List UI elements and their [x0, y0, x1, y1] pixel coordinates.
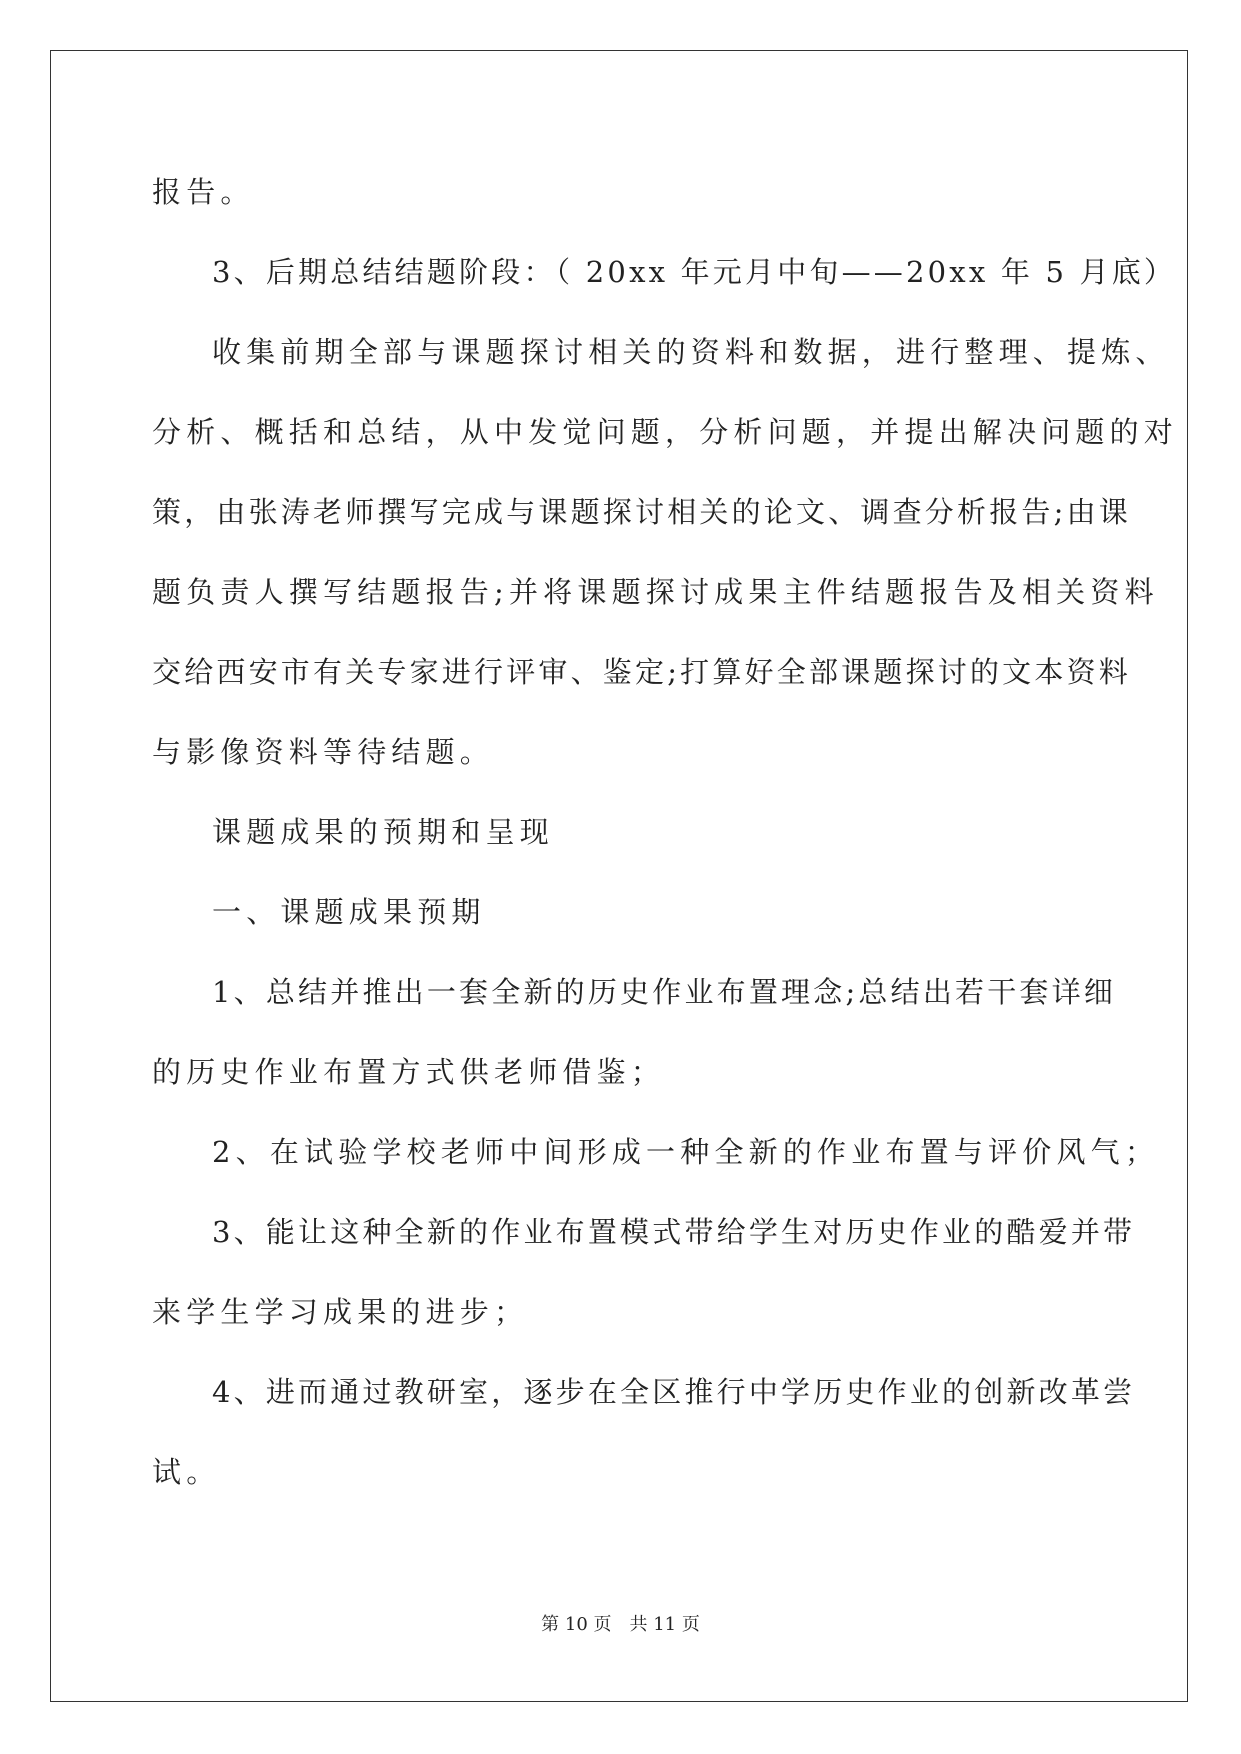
- current-page-number: 第 10 页: [541, 1614, 612, 1635]
- total-page-count: 共 11 页: [629, 1614, 700, 1635]
- paragraph-line: 报告。: [152, 175, 255, 209]
- paragraph-line: 收集前期全部与课题探讨相关的资料和数据，进行整理、提炼、: [212, 335, 1170, 369]
- page-footer: [0, 1613, 1241, 1637]
- paragraph-line: 的历史作业布置方式供老师借鉴；: [152, 1055, 666, 1089]
- paragraph-line: 3、能让这种全新的作业布置模式带给学生对历史作业的酷爱并带: [212, 1215, 1136, 1249]
- paragraph-line: 分析、概括和总结，从中发觉问题，分析问题，并提出解决问题的对: [152, 415, 1179, 449]
- paragraph-line: 2、在试验学校老师中间形成一种全新的作业布置与评价风气；: [212, 1135, 1160, 1169]
- paragraph-line: 3、后期总结结题阶段：（ 20xx 年元月中旬——20xx 年 5 月底）: [212, 255, 1177, 289]
- section-heading: 课题成果的预期和呈现: [212, 815, 555, 849]
- paragraph-line: 试。: [152, 1455, 221, 1489]
- paragraph-line: 与影像资料等待结题。: [152, 735, 495, 769]
- paragraph-line: 题负责人撰写结题报告;并将课题探讨成果主件结题报告及相关资料: [152, 575, 1159, 609]
- paragraph-line: 1、总结并推出一套全新的历史作业布置理念;总结出若干套详细: [212, 975, 1117, 1009]
- paragraph-line: 交给西安市有关专家进行评审、鉴定;打算好全部课题探讨的文本资料: [152, 655, 1131, 689]
- paragraph-line: 策，由张涛老师撰写完成与课题探讨相关的论文、调查分析报告;由课: [152, 495, 1131, 529]
- document-body: [152, 152, 1179, 1512]
- paragraph-line: 4、进而通过教研室，逐步在全区推行中学历史作业的创新改革尝: [212, 1375, 1136, 1409]
- section-subheading: 一、课题成果预期: [212, 895, 486, 929]
- paragraph-line: 来学生学习成果的进步；: [152, 1295, 529, 1329]
